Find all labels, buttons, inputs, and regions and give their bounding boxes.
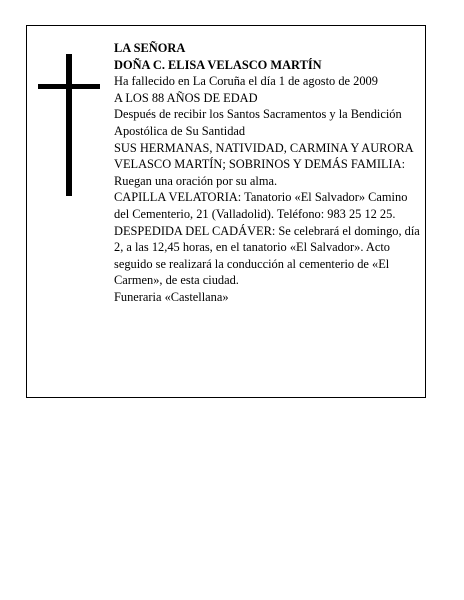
deceased-name: DOÑA C. ELISA VELASCO MARTÍN <box>114 57 322 72</box>
farewell-info: DESPEDIDA DEL CADÁVER: Se celebrará el domingo, día 2, a las 12,45 horas, en el tanatorio «El Salvador». Acto seguido se realizará la conducción al cementerio de «El Carmen», de esta ciudad. <box>114 223 420 288</box>
obituary-notice <box>26 25 426 398</box>
notice-title: LA SEÑORA <box>114 41 186 55</box>
notice-text <box>114 40 420 306</box>
cross-horizontal-bar <box>38 84 100 89</box>
age-statement: A LOS 88 AÑOS DE EDAD <box>114 90 258 105</box>
cross-vertical-bar <box>66 54 72 196</box>
chapel-info: CAPILLA VELATORIA: Tanatorio «El Salvador» Camino del Cementerio, 21 (Valladolid). Teléfono: 983 25 12 25. <box>114 190 408 221</box>
funeral-home: Funeraria «Castellana» <box>114 289 229 304</box>
death-statement: Ha fallecido en La Coruña el día 1 de agosto de 2009 <box>114 74 378 89</box>
family-statement: SUS HERMANAS, NATIVIDAD, CARMINA Y AURORA VELASCO MARTÍN; SOBRINOS Y DEMÁS FAMILIA: <box>114 140 413 172</box>
sacraments-statement: Después de recibir los Santos Sacramentos y la Bendición Apostólica de Su Santidad <box>114 107 402 138</box>
prayer-request: Ruegan una oración por su alma. <box>114 173 278 188</box>
